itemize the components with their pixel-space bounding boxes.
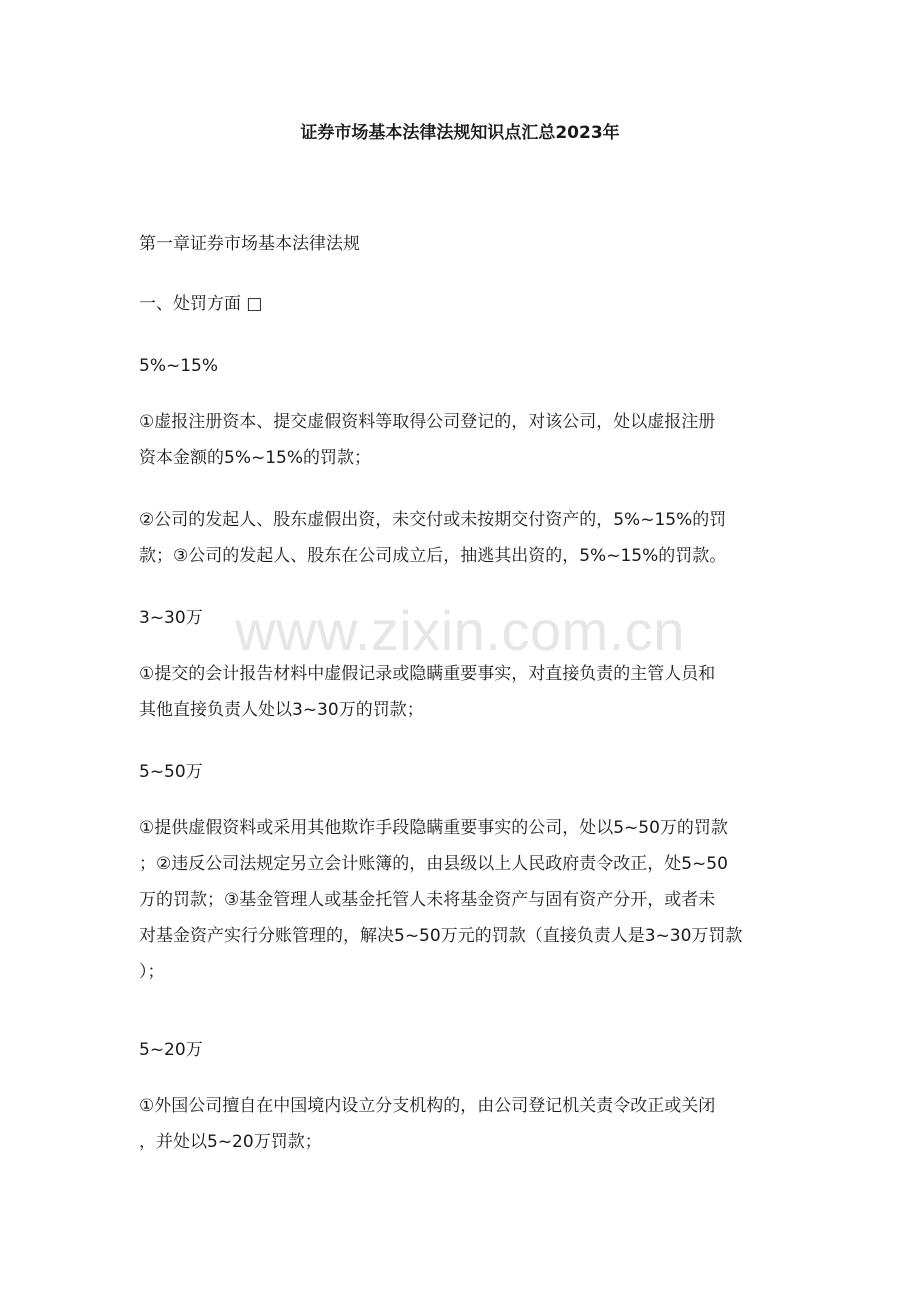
block-heading-5-15: 5%~15% (139, 356, 218, 376)
document-title: 证券市场基本法律法规知识点汇总2023年 (300, 123, 620, 143)
block-heading-5-50: 5~50万 (139, 762, 203, 782)
paragraph-3-30 (139, 656, 784, 728)
watermark: www.zixin.com.cn (235, 599, 685, 662)
paragraph-line: ②公司的发起人、股东虚假出资，未交付或未按期交付资产的，5%~15%的罚 (139, 510, 727, 530)
paragraph-line: ；②违反公司法规定另立会计账簿的，由县级以上人民政府责令改正，处5~50 (139, 854, 728, 874)
paragraph-line: ①提供虚假资料或采用其他欺诈手段隐瞒重要事实的公司，处以5~50万的罚款 (139, 818, 728, 838)
paragraph-line: ①提交的会计报告材料中虚假记录或隐瞒重要事实，对直接负责的主管人员和 (139, 664, 716, 684)
paragraph-line: ①虚报注册资本、提交虚假资料等取得公司登记的，对该公司，处以虚报注册 (139, 412, 716, 432)
paragraph-5-15-b (139, 502, 784, 574)
chapter-heading: 第一章证券市场基本法律法规 (139, 234, 360, 254)
paragraph-line: ，并处以5~20万罚款； (139, 1132, 322, 1152)
block-heading-5-20: 5~20万 (139, 1040, 203, 1060)
paragraph-line: ①外国公司擅自在中国境内设立分支机构的，由公司登记机关责令改正或关闭 (139, 1096, 716, 1116)
section-heading: 一、处罚方面 □ (139, 294, 263, 314)
paragraph-5-20 (139, 1088, 784, 1160)
paragraph-line: 款；③公司的发起人、股东在公司成立后，抽逃其出资的，5%~15%的罚款。 (139, 546, 727, 566)
paragraph-line: 资本金额的5%~15%的罚款； (139, 448, 371, 468)
paragraph-line: 其他直接负责人处以3~30万的罚款； (139, 700, 424, 720)
paragraph-line: 对基金资产实行分账管理的，解决5~50万元的罚款（直接负责人是3~30万罚款 (139, 926, 743, 946)
paragraph-5-15-a (139, 404, 784, 476)
paragraph-line: 万的罚款；③基金管理人或基金托管人未将基金资产与固有资产分开，或者未 (139, 890, 716, 910)
block-heading-3-30: 3~30万 (139, 608, 203, 628)
paragraph-line: ）； (139, 962, 165, 982)
paragraph-5-50 (139, 810, 784, 990)
